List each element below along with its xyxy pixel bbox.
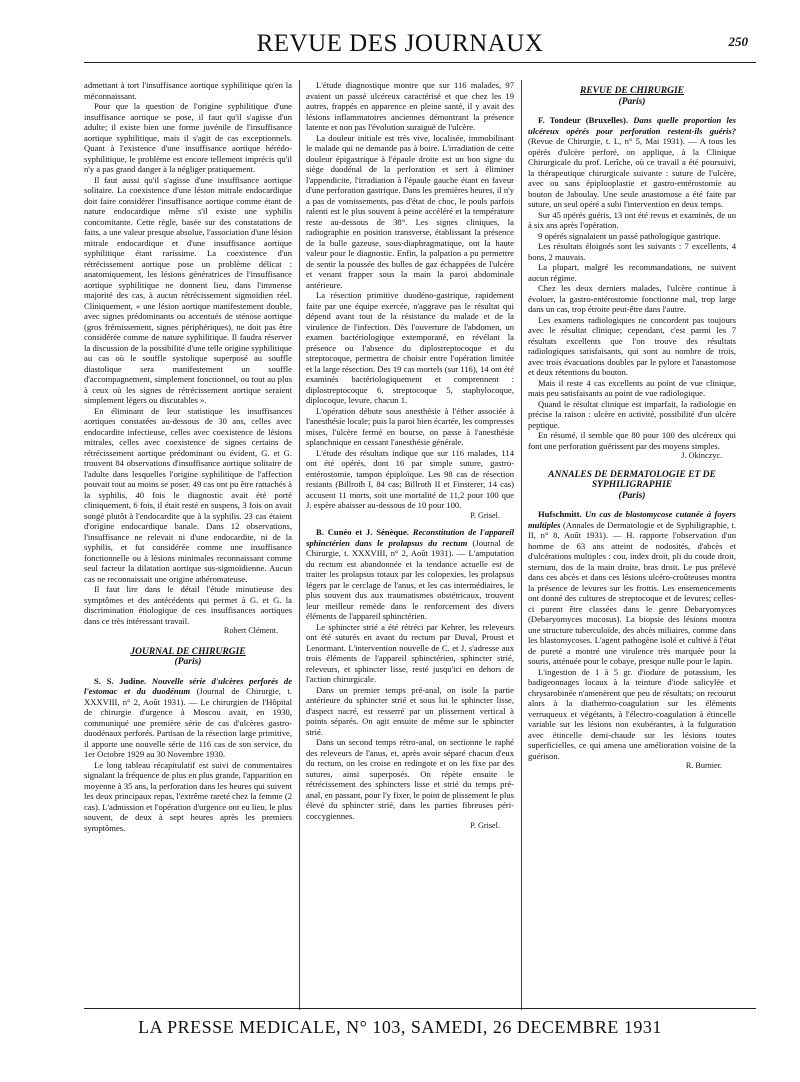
article-entry	[528, 509, 736, 667]
page-number: 250	[728, 34, 748, 49]
section-title: JOURNAL DE CHIRURGIE	[130, 646, 246, 657]
column-2	[306, 80, 514, 1000]
paragraph: L'opération débute sous anesthésie à l'éther associée à l'anesthésie locale; puis la paroi bien écartée, les compresses mises, l'ulcère fermé en bourse, on passe à l'anesthésie splanchnique en cessant l'anesthésie générale.	[306, 405, 514, 447]
paragraph: Sur 45 opérés guéris, 13 ont été revus et examinés, de un à six ans après l'opération.	[528, 209, 736, 230]
column-1	[84, 80, 292, 1000]
paragraph: Quand le résultat clinique est imparfait, la radiologie en précise la raison : ulcère en activité, possibilité d'un ulcère peptique.	[528, 398, 736, 430]
paragraph: Pour que la question de l'origine syphilitique d'une insuffisance aortique se pose, il faut qu'il s'agisse d'un adulte; il existe bien une forme juvénile de l'insuffisance aortique syphilitique, mais il s'agit de cas exceptionnels. Quant à l'existence d'une insuffisance aortique hérédo-syphilitique, le problème est encore tellement imprécis qu'il n'y a pas grand danger à la négliger pratiquement.	[84, 101, 292, 174]
paragraph: Le long tableau récapitulatif est suivi de commentaires signalant la fréquence de plus en plus grande, l'apparition en moyenne à 35 ans, la perforation dans les heures qui suivent les deux principaux repas, l'extrême rareté chez la femme (2 cas). L'admission et l'opération d'urgence ont eu lieu, le plus souvent, de deux à sept heures après les premiers symptômes.	[84, 759, 292, 833]
paragraph: 9 opérés signalaient un passé pathologique gastrique.	[538, 230, 721, 241]
author-signature: P. Grisel.	[470, 510, 500, 520]
author-signature: J. Okinczyc.	[681, 451, 722, 460]
article-title: Un cas de blastomycose cutanée à foyers multiples	[528, 509, 736, 530]
page-footer: LA PRESSE MEDICALE, N° 103, SAMEDI, 26 DECEMBRE 1931	[138, 1017, 662, 1037]
paragraph: L'étude des résultats indique que sur 116 malades, 114 ont été opérés, dont 16 par simple suture, gastro-entérostomie, tampon épiploïque. Les 98 cas de résection restants (Billroth I, 84 cas; Billroth II et Finsterer, 14 cas) accusent 11 morts, soit une mortalité de 11,2 pour 100 que J. espère abaisser au-dessous de 10 pour 100.	[306, 447, 514, 510]
paragraph: L'étude diagnostique montre que sur 116 malades, 97 avaient un passé ulcéreux caractérisé et que chez les 19 autres, frappés en apparence en pleine santé, il y avait des lésions inflammatoires anciennes démontrant la présence latente et non pas l'évolution suraiguë de l'ulcère.	[306, 80, 514, 132]
section-title: REVUE DE CHIRURGIE	[579, 86, 684, 96]
section-subtitle: (Paris)	[174, 657, 202, 667]
paragraph: Le sphincter strié a été rétréci par Kehrer, les releveurs ont été suturés en avant du rectum par Duval, Proust et Lenormant. L'intervention nouvelle de C. et J. s'adresse aux trois éléments de l'appareil sphinctérien, sphincter strié, releveurs, et sphincter lisse, resté jusqu'ici en dehors de l'action chirurgicale.	[306, 621, 514, 684]
article-reference: (Annales de Dermatologie et de Syphiligraphie, t. II, n° 8, Août 1931). — H. rapporte l'observation d'un homme de 63 ans atteint de nodosités, d'abcès et d'ulcérations multiples : cou, index droit, pli du coude droit, sternum, dos de la main droite, bras droit. Le pus prélevé dans ces abcès et dans ces lésions ulcéro-croûteuses montra la présence de levures sur les frottis. Les ensemencements ont donné des cultures de streptocoque et de levures; celles-ci purent être classées dans le genre Debaryomyces (Debaryomyces mucosus). La biopsie des lésions montra une structure tuberculoïde, des abcès miliaires, comme dans les blastomycoses. L'agent pathogène isolé et cultivé à l'état de pureté a montré une virulence très marquée pour la souris, atténuée pour le cobaye, presque nulle pour le lapin.	[528, 519, 736, 666]
article-author: F. Tondeur (Bruxelles).	[538, 115, 629, 125]
paragraph: Les résultats éloignés sont les suivants : 7 excellents, 4 bons, 2 mauvais.	[528, 241, 736, 262]
section-subtitle: (Paris)	[618, 96, 646, 107]
article-author: S. S. Judine.	[94, 675, 147, 686]
header-rule	[84, 62, 756, 63]
author-signature: R. Burnier.	[685, 761, 722, 770]
article-reference: (Journal de Chirurgie, t. XXXVIII, n° 2, Août 1931). — Le chirurgien de l'Hôpital de chirurgie d'urgence à Moscou avait, en 1930, communiqué une première série de cas d'ulcères gastro-duodénaux perforés. Partisan de la résection large primitive, il apporte une nouvelle série de 116 cas de son service, du 1er Octobre 1929 au 30 Novembre 1930.	[84, 686, 292, 759]
paragraph: Il faut aussi qu'il s'agisse d'une insuffisance aortique solitaire. La coexistence d'une lésion mitrale endocardique doit faire considérer l'insuffisance aortique comme étant de nature endocardique même s'il existe une syphilis concomitante. Cette règle, basée sur des constatations de faits, a une valeur presque absolue, l'association d'une lésion mitrale endocardique et d'une insuffisance aortique syphilitique étant rarissime. La coexistence d'un rétrécissement aortique pose un problème délicat : anatomiquement, les lésions génératrices de l'insuffisance aortique syphilitique ne donnent lieu, dans l'immense majorité des cas, à aucun rétrécissement sigmoïdien réel. Cliniquement, « une lésion aortique manifestement double, avec signes prédominants ou accentués de sténose aortique (gros frémissement, signes périphériques), ne doit pas être considérée comme de nature syphilitique. Il faudra réserver la discussion de la possibilité d'une telle origine syphilitique au cas où le souffle systolique superposé au souffle diastolique sera manifestement un souffle d'accompagnement, simplement fonctionnel, ou tout au plus à ceux où les signes de rétrécissement aortique seraient simplement légers ou discutables ».	[84, 174, 292, 405]
section-title: ANNALES DE DERMATOLOGIE ET DE SYPHILIGRAPHIE	[548, 469, 716, 490]
section-subtitle: (Paris)	[618, 490, 646, 501]
column-rule-1	[299, 80, 300, 1010]
paragraph: La résection primitive duodéno-gastrique, rapidement faite par une équipe exercée, n'aggrave pas le résultat qui dépend avant tout de la résistance du malade et de la virulence de l'infection. Dès l'ouverture de l'abdomen, un examen bactériologique extemporané, en révélant la présence ou l'absence du diplostreptocoque et du streptocoque, permettra de choisir entre l'opération limitée et la large résection. Des 19 cas mortels (sur 116), 14 ont été examinés bactériologiquement et comprennent : diplostreptocoque 6, streptocoque 5, staphylocoque, diplocoque, levure, chacun 1.	[306, 290, 514, 405]
article-entry	[306, 527, 514, 622]
paragraph: Les examens radiologiques ne concordent pas toujours avec le résultat clinique; cependant, c'est parmi les 7 résultats excellents que l'on trouve des résultats radiologiques satisfaisants, qui sont au nombre de trois, avec trois évacuations doubles par le pylore et l'anastomose et deux rétentions du bouton.	[528, 314, 736, 377]
page-title: REVUE DES JOURNAUX	[256, 30, 544, 57]
article-author: Hufschmitt.	[538, 509, 582, 519]
footer-rule	[84, 1008, 756, 1009]
author-signature: Robert Clément.	[223, 626, 278, 635]
article-title: Dans quelle proportion les ulcéreux opérés pour perforation restent-ils guéris?	[528, 115, 736, 136]
paragraph: Mais il reste 4 cas excellents au point de vue clinique, mais peu satisfaisants au point de vue radiologique.	[528, 377, 736, 398]
paragraph: La plupart, malgré les recommandations, ne suivent aucun régime.	[528, 262, 736, 283]
paragraph: En éliminant de leur statistique les insuffisances aortiques constatées au-dessous de 30 ans, celles avec endocardite infectieuse, celles avec coexistence de lésions mitrales, celles avec coexistence de signes certains de rétrécissement aortique prédominant ou évident, G. et G. trouvent 84 observations d'insuffisance aortique solitaire de l'adulte dans lesquelles l'origine syphilitique de l'affection pouvait tout au moins se poser. 49 cas ont pu être rattachés à la syphilis, 40 fois le diagnostic avait été porté cliniquement, 6 fois, il était resté en suspens, 3 fois on avait songé plutôt à l'endocardite que à la syphilis. 23 cas étaient d'origine endocardique banale. Dans 12 observations, l'insuffisance ne relevait ni d'une endocardite, ni de la syphilis, et fut considérée comme une insuffisance fonctionnelle ou à lésions minimales reconnaissant comme seul facteur la dilatation aortique sus-sigmoïdienne. Aucun cas ne reconnaissait une origine athéromateuse.	[84, 405, 292, 584]
paragraph: Chez les deux derniers malades, l'ulcère continue à évoluer, la gastro-entérostomie fonctionne mal, trop large dans un cas, trop étroite peut-être dans l'autre.	[528, 283, 736, 314]
article-title: Nouvelle série d'ulcères perforés de l'estomac et du duodénum	[84, 675, 292, 696]
article-title: Reconstitution de l'appareil sphinctérien dans le prolapsus du rectum	[306, 527, 514, 548]
article-reference: (Journal de Chirurgie, t. XXXVIII, n° 2, Août 1931). — L'amputation du rectum est abandonnée et la tendance actuelle est de traiter les prolapsus totaux par les colopexies, les prolapsus légers par le cerclage de l'anus, et les cas intermédiaires, le plus souvent dus aux traumatismes obstétricaux, trouvent leur meilleur remède dans le renforcement des divers éléments de l'appareil sphinctérien.	[306, 537, 514, 621]
paragraph: En résumé, il semble que 80 pour 100 des ulcéreux qui font une perforation guérissent par des moyens simples.	[528, 430, 736, 451]
paragraph: admettant à tort l'insuffisance aortique syphilitique qu'en la méconnaissant.	[84, 80, 292, 101]
paragraph: Dans un second temps rétro-anal, on sectionne le raphé des releveurs de l'anus, et, après avoir séparé chacun d'eux du rectum, on les croise en redingote et on les fixe par des sutures, ainsi superposés. On répète ensuite le rétrécissement des sphincters lisse et strié du temps pré-anal, en passant, pour l'y fixer, le point de plissement le plus élevé du sphincter strié, dans les parties fibreuses péri-coccygiennes.	[306, 737, 514, 821]
paragraph: Dans un premier temps pré-anal, on isole la partie antérieure du sphincter strié et sous lui le sphincter lisse, d'aspect nacré, est resserré par un plissement vertical à points séparés. On agit ensuite de même sur le sphincter strié.	[306, 684, 514, 737]
article-entry	[528, 115, 736, 210]
paragraph: L'ingestion de 1 à 5 gr. d'iodure de potassium, les badigeonnages locaux à la teinture d'iode salicylée et chrysarobinée n'amenèrent que peu de résultats; on recourut alors à la diathermo-coagulation sur les éléments verruqueux et végétants, à l'électro-coagulation à étincelle variable sur les lésions non exubérantes, à la fulguration avec étincelle demi-chaude sur les lésions toutes superficielles, ce qui amena une amélioration voisine de la guérison.	[528, 666, 736, 761]
column-3	[528, 80, 736, 1000]
article-author: B. Cunéo et J. Sénèque.	[316, 527, 409, 537]
article-reference: (Revue de Chirurgie, t. L, n° 5, Mai 1931). — A tous les opérés d'ulcère perforé, on applique, à la Clinique Chirurgicale du prof. Lerîche, où ce travail a été poursuivi, la thérapeutique chirurgicale suivante : suture de l'ulcère, avec ou sans épiplooplastie et gastro-entérostomie au bouton de Jaboulay. Une seule anastomose a été faite par suture, un seul opéré a subi l'intervention en deux temps.	[528, 136, 736, 209]
author-signature: P. Grisel.	[470, 821, 500, 830]
article-entry	[84, 676, 292, 760]
column-rule-2	[521, 80, 522, 1010]
paragraph: La douleur initiale est très vive, localisée, immobilisant le malade qui ne demande pas à boire. L'irradiation de cette douleur épigastrique à l'épaule droite est un bon signe du siège duodénal de la perforation et sert à éliminer l'appendicite, l'irradiation à l'épaule gauche étant en faveur d'une perforation gastrique. Dans les premières heures, il n'y a pas de vomissements, pas d'état de choc, le pouls parfois ralenti est le plus souvent à peine accéléré et la température reste au-dessous de 38°. Les signes cliniques, la radiographie en position transverse, établissant la présence de la bulle gazeuse, sous-diaphragmatique, ont la haute valeur pour le diagnostic. Enfin, la palpation a pu permettre de sentir la poussée des bulles de gaz échappées de l'ulcère et venant frapper sous la main la paroi abdominale antérieure.	[306, 132, 514, 290]
paragraph: Il faut lire dans le détail l'étude minutieuse des symptômes et des antécédents qui permet à G. et G. la discrimination étiologique de ces insuffisances aortiques dans ce très intéressant travail.	[84, 584, 292, 626]
